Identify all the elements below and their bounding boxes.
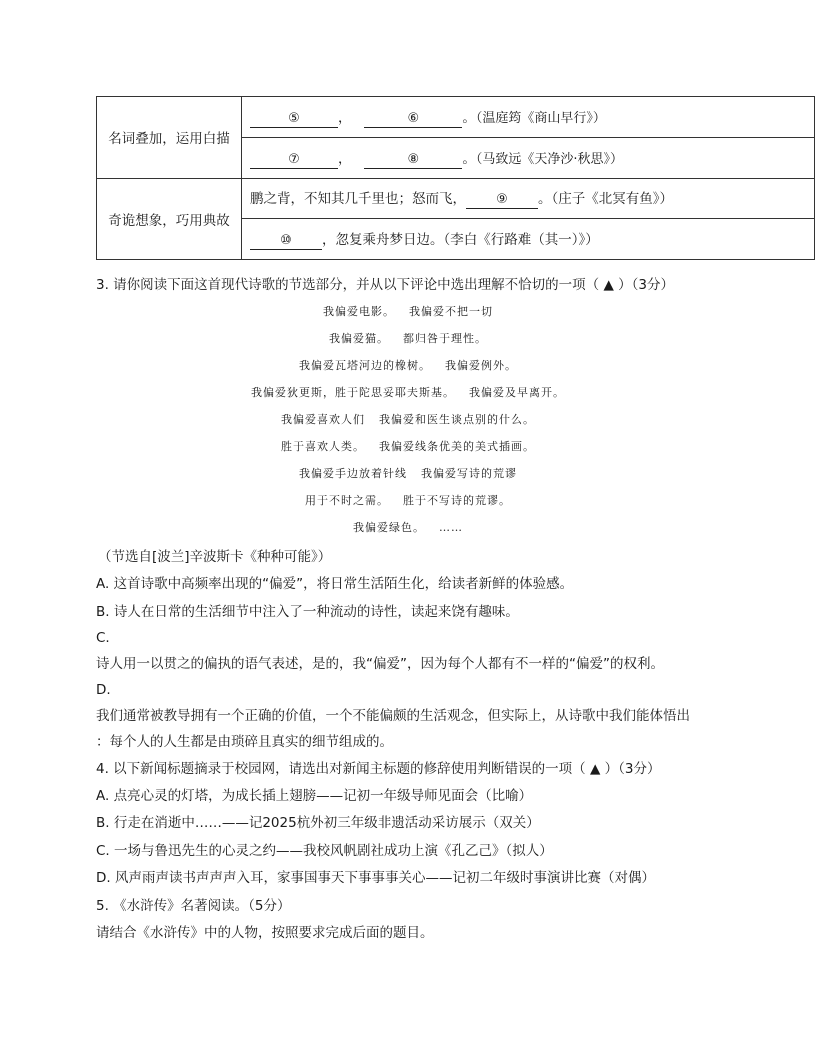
poem-line: 我偏爱电影。 我偏爱不把一切 [323, 305, 493, 318]
option-d: D. 风声雨声读书声声声入耳，家事国事天下事事事关心——记初二年级时事演讲比赛（对偶） [96, 870, 655, 886]
fill-line-7-8 [242, 137, 815, 178]
poem-line: 胜于喜欢人类。 我偏爱线条优美的美式插画。 [281, 440, 535, 453]
fill-line-10 [242, 219, 815, 260]
option-c-text: 诗人用一以贯之的偏执的语气表述，是的，我“偏爱”，因为每个人都有不一样的“偏爱”的权利。 [96, 656, 664, 672]
period: 。 [462, 109, 476, 126]
poem-line: 我偏爱狄更斯，胜于陀思妥耶夫斯基。 我偏爱及早离开。 [251, 386, 565, 399]
question-3-stem: 3. 请你阅读下面这首现代诗歌的节选部分，并从以下评论中选出理解不恰切的一项（ ▲ ）（3分） [96, 277, 674, 293]
question-5-stem: 5. 《水浒传》名著阅读。（5分） [96, 898, 291, 914]
period: 。 [462, 150, 476, 167]
blank-5[interactable]: ⑤ [250, 111, 338, 128]
source-citation: （温庭筠《商山早行》） [475, 110, 606, 126]
source-citation: （马致远《天净沙·秋思》） [475, 151, 624, 167]
line-end: 。（庄子《北冥有鱼》） [538, 191, 673, 208]
option-b: B. 行走在消逝中……——记2025杭外初三年级非遗活动采访展示（双关） [96, 815, 540, 831]
option-b: B. 诗人在日常的生活细节中注入了一种流动的诗性，读起来饶有趣味。 [96, 604, 519, 620]
category-cell: 奇诡想象，巧用典故 [97, 178, 242, 260]
poem-line: 我偏爱瓦塔河边的橡树。 我偏爱例外。 [299, 359, 517, 372]
poem-line: 我偏爱绿色。 …… [353, 521, 463, 534]
option-c: C. 一场与鲁迅先生的心灵之约——我校风帆剧社成功上演《孔乙己》（拟人） [96, 843, 553, 859]
poem-line: 我偏爱手边放着针线 我偏爱写诗的荒谬 [299, 467, 517, 480]
poem-source: （节选自[波兰]辛波斯卡《种种可能》） [98, 549, 332, 565]
fill-line-5-6 [242, 97, 815, 138]
option-d-label: D. [96, 682, 111, 698]
blank-9[interactable]: ⑨ [466, 192, 538, 209]
option-c-label: C. [96, 630, 110, 646]
question-4-stem: 4. 以下新闻标题摘录于校园网，请选出对新闻主标题的修辞使用判断错误的一项（ ▲ ）（3分） [96, 761, 661, 777]
poem-line: 用于不时之需。 胜于不写诗的荒谬。 [305, 494, 511, 507]
line-text: 鹏之背，不知其几千里也；怒而飞， [250, 191, 466, 208]
option-a: A. 点亮心灵的灯塔，为成长插上翅膀——记初一年级导师见面会（比喻） [96, 788, 533, 804]
separator: ， [338, 109, 352, 126]
poem-fill-table [96, 96, 815, 260]
blank-7[interactable]: ⑦ [250, 152, 338, 169]
blank-6[interactable]: ⑥ [364, 111, 462, 128]
poem-line: 我偏爱猫。 都归咎于理性。 [329, 332, 487, 345]
line-end: ，忽复乘舟梦日边。（李白《行路难（其一）》） [322, 232, 599, 249]
separator: ， [338, 150, 352, 167]
option-d-text: 我们通常被教导拥有一个正确的价值，一个不能偏颇的生活观念，但实际上，从诗歌中我们能体悟出 [96, 708, 690, 724]
option-a: A. 这首诗歌中高频率出现的“偏爱”，将日常生活陌生化，给读者新鲜的体验感。 [96, 576, 574, 592]
blank-10[interactable]: ⑩ [250, 233, 322, 250]
poem-line: 我偏爱喜欢人们 我偏爱和医生谈点别的什么。 [281, 413, 535, 426]
fill-line-9 [242, 178, 815, 219]
option-d-text-cont: ：每个人的人生都是由琐碎且真实的细节组成的。 [96, 734, 393, 750]
category-cell: 名词叠加，运用白描 [97, 97, 242, 179]
question-5-instruction: 请结合《水浒传》中的人物，按照要求完成后面的题目。 [96, 925, 434, 941]
blank-8[interactable]: ⑧ [364, 152, 462, 169]
